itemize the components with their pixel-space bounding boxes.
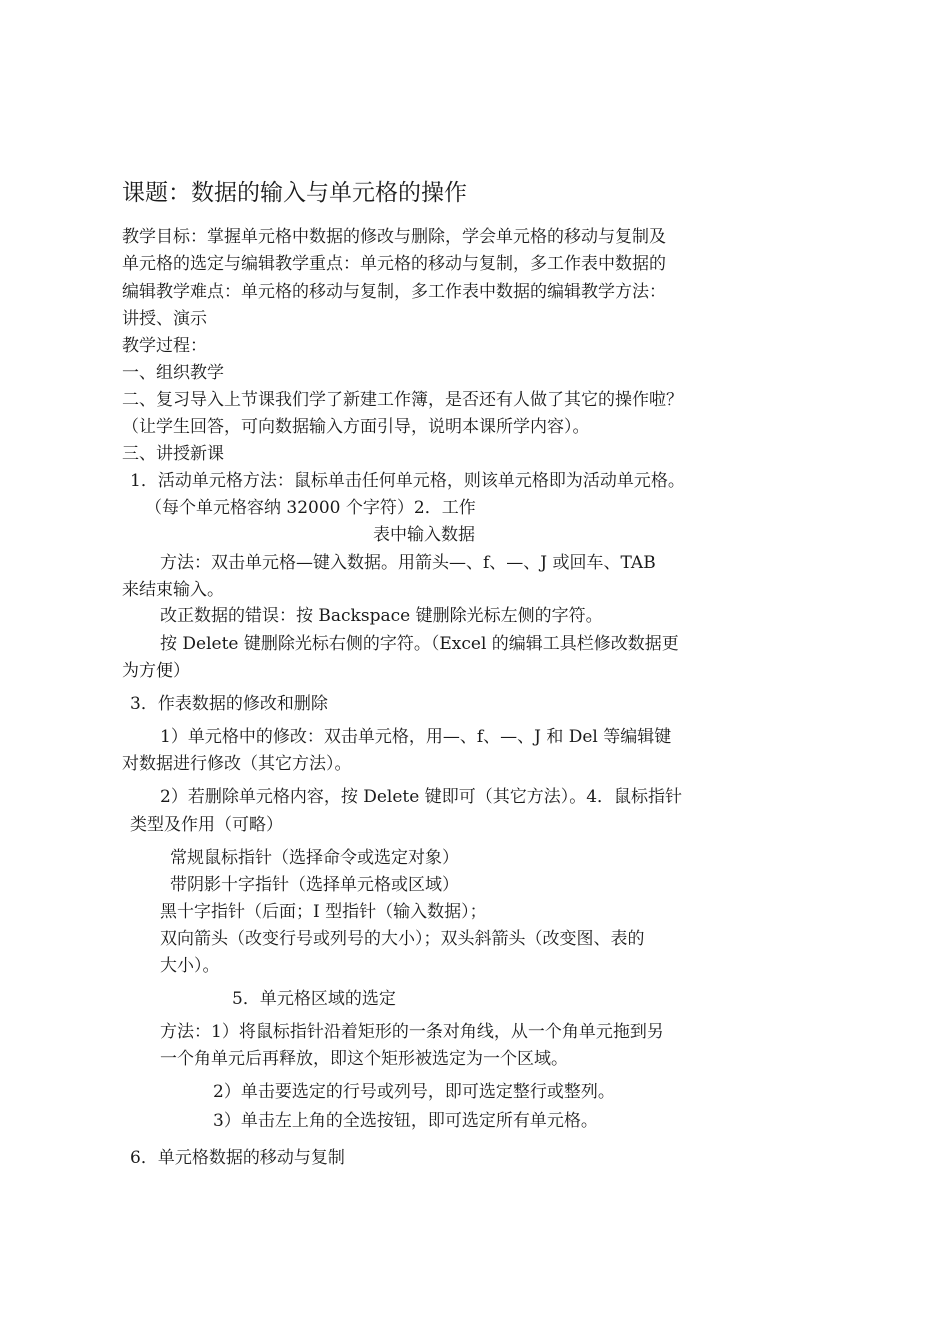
paragraph-line: 2）单击要选定的行号或列号，即可选定整行或整列。	[213, 1082, 615, 1102]
paragraph-line: 方法：双击单元格—键入数据。用箭头—、f、—、J 或回车、TAB	[160, 553, 656, 573]
paragraph-line: 黑十字指针（后面；I 型指针（输入数据）；	[160, 902, 487, 922]
paragraph-line: 1）单元格中的修改：双击单元格，用—、f、—、J 和 Del 等编辑键	[160, 727, 672, 747]
paragraph-line: 为方便）	[122, 661, 190, 681]
paragraph-line: 6．单元格数据的移动与复制	[130, 1148, 345, 1168]
paragraph-line: 常规鼠标指针（选择命令或选定对象）	[170, 848, 459, 868]
paragraph-line: 5．单元格区域的选定	[232, 989, 396, 1009]
paragraph-line: 1．活动单元格方法：鼠标单击任何单元格，则该单元格即为活动单元格。	[130, 471, 685, 491]
paragraph-line: 一个角单元后再释放，即这个矩形被选定为一个区域。	[160, 1049, 568, 1069]
paragraph-line: 3）单击左上角的全选按钮，即可选定所有单元格。	[213, 1111, 598, 1131]
paragraph-line: 2）若删除单元格内容，按 Delete 键即可（其它方法）。4．鼠标指针	[160, 787, 683, 807]
paragraph-line: 单元格的选定与编辑教学重点：单元格的移动与复制，多工作表中数据的	[122, 254, 666, 274]
paragraph-line: 二、复习导入上节课我们学了新建工作簿，是否还有人做了其它的操作啦？	[122, 390, 683, 410]
paragraph-line: 改正数据的错误：按 Backspace 键删除光标左侧的字符。	[160, 606, 603, 626]
paragraph-line: 双向箭头（改变行号或列号的大小）；双头斜箭头（改变图、表的	[160, 929, 645, 949]
paragraph-line: 按 Delete 键删除光标右侧的字符。（Excel 的编辑工具栏修改数据更	[160, 634, 679, 654]
paragraph-line: 表中输入数据	[373, 525, 475, 545]
paragraph-line: （每个单元格容纳 32000 个字符）2．工作	[145, 498, 476, 518]
paragraph-line: 一、组织教学	[122, 363, 224, 383]
paragraph-line: 教学目标：掌握单元格中数据的修改与删除，学会单元格的移动与复制及	[122, 227, 666, 247]
paragraph-line: （让学生回答，可向数据输入方面引导，说明本课所学内容）。	[122, 417, 590, 437]
paragraph-line: 对数据进行修改（其它方法）。	[122, 754, 352, 774]
paragraph-line: 教学过程：	[122, 336, 207, 356]
paragraph-line: 类型及作用（可略）	[130, 815, 283, 835]
paragraph-line: 讲授、演示	[122, 309, 207, 329]
paragraph-line: 来结束输入。	[122, 580, 224, 600]
paragraph-line: 编辑教学难点：单元格的移动与复制，多工作表中数据的编辑教学方法：	[122, 282, 666, 302]
paragraph-line: 3．作表数据的修改和删除	[130, 694, 328, 714]
page-title: 课题：数据的输入与单元格的操作	[122, 180, 467, 206]
paragraph-line: 大小）。	[160, 956, 220, 976]
paragraph-line: 三、讲授新课	[122, 444, 224, 464]
paragraph-line: 方法：1）将鼠标指针沿着矩形的一条对角线，从一个角单元拖到另	[160, 1022, 664, 1042]
paragraph-line: 带阴影十字指针（选择单元格或区域）	[170, 875, 459, 895]
